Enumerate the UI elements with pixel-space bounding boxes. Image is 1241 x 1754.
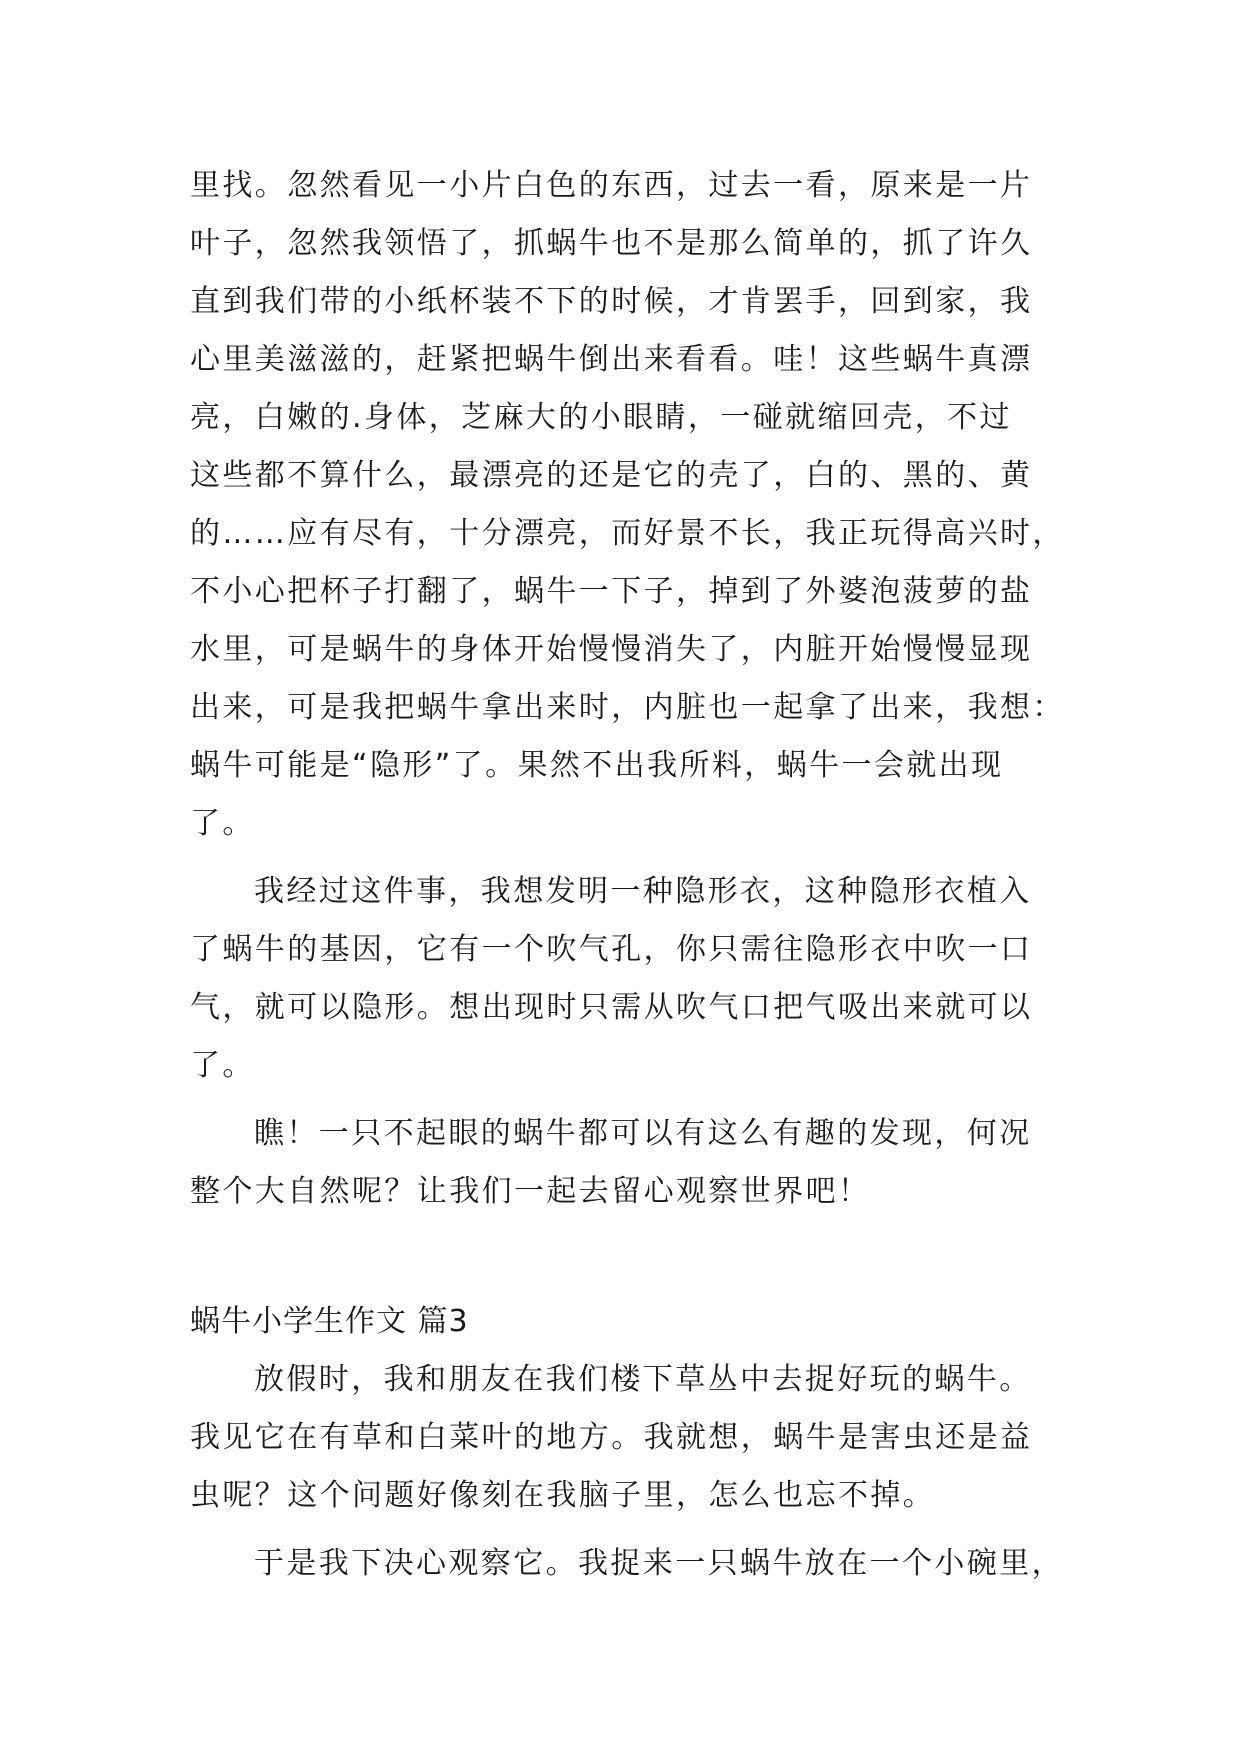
paragraph-4 [190,1351,1060,1525]
text-line: 了蜗牛的基因，它有一个吹气孔，你只需往隐形衣中吹一口 [190,932,1033,967]
text-line: 我经过这件事，我想发明一种隐形衣，这种隐形衣植入 [254,874,1032,909]
document-body [190,157,1065,1593]
text-line: 这些都不算什么，最漂亮的还是它的壳了，白的、黑的、黄 [190,458,1033,493]
text-line: 放假时，我和朋友在我们楼下草丛中去捉好玩的蜗牛。 [254,1362,1032,1397]
text-line: 直到我们带的小纸杯装不下的时候，才肯罢手，回到家，我 [190,284,1033,319]
text-line: 我见它在有草和白菜叶的地方。我就想，蜗牛是害虫还是益 [190,1420,1033,1455]
paragraph-spacer [190,853,1060,863]
text-line: 叶子，忽然我领悟了，抓蜗牛也不是那么简单的，抓了许久 [190,226,1033,261]
paragraph-2 [190,863,1060,1095]
text-line: 里找。忽然看见一小片白色的东西，过去一看，原来是一片 [190,168,1033,203]
text-line: 了。 [190,806,255,841]
text-line: 了。 [190,1048,255,1083]
text-line: 水里，可是蜗牛的身体开始慢慢消失了，内脏开始慢慢显现 [190,632,1033,667]
paragraph-3 [190,1105,1060,1221]
paragraph-5 [190,1535,1064,1593]
text-line: 气，就可以隐形。想出现时只需从吹气口把气吸出来就可以 [190,990,1033,1025]
paragraph-spacer [190,1095,1060,1105]
text-line: 不小心把杯子打翻了，蜗牛一下子，掉到了外婆泡菠萝的盐 [190,574,1033,609]
paragraph-1 [190,157,1065,853]
paragraph-spacer [190,1525,1060,1535]
text-line: 出来，可是我把蜗牛拿出来时，内脏也一起拿了出来，我想： [190,690,1065,725]
text-line: 亮，白嫩的.身体，芝麻大的小眼睛，一碰就缩回壳，不过 [190,400,1012,435]
text-line: 蜗牛可能是“隐形”了。果然不出我所料，蜗牛一会就出现 [190,748,1004,783]
text-line: 的……应有尽有，十分漂亮，而好景不长，我正玩得高兴时， [190,516,1065,551]
text-line: 虫呢？这个问题好像刻在我脑子里，怎么也忘不掉。 [190,1478,936,1513]
section-heading: 蜗牛小学生作文 篇3 [190,1304,469,1339]
text-line: 瞧！一只不起眼的蜗牛都可以有这么有趣的发现，何况 [254,1116,1032,1151]
text-line: 整个大自然呢？让我们一起去留心观察世界吧！ [190,1174,871,1209]
text-line: 心里美滋滋的，赶紧把蜗牛倒出来看看。哇！这些蜗牛真漂 [190,342,1033,377]
text-line: 于是我下决心观察它。我捉来一只蜗牛放在一个小碗里， [254,1546,1064,1581]
section-spacer [190,1221,1060,1293]
